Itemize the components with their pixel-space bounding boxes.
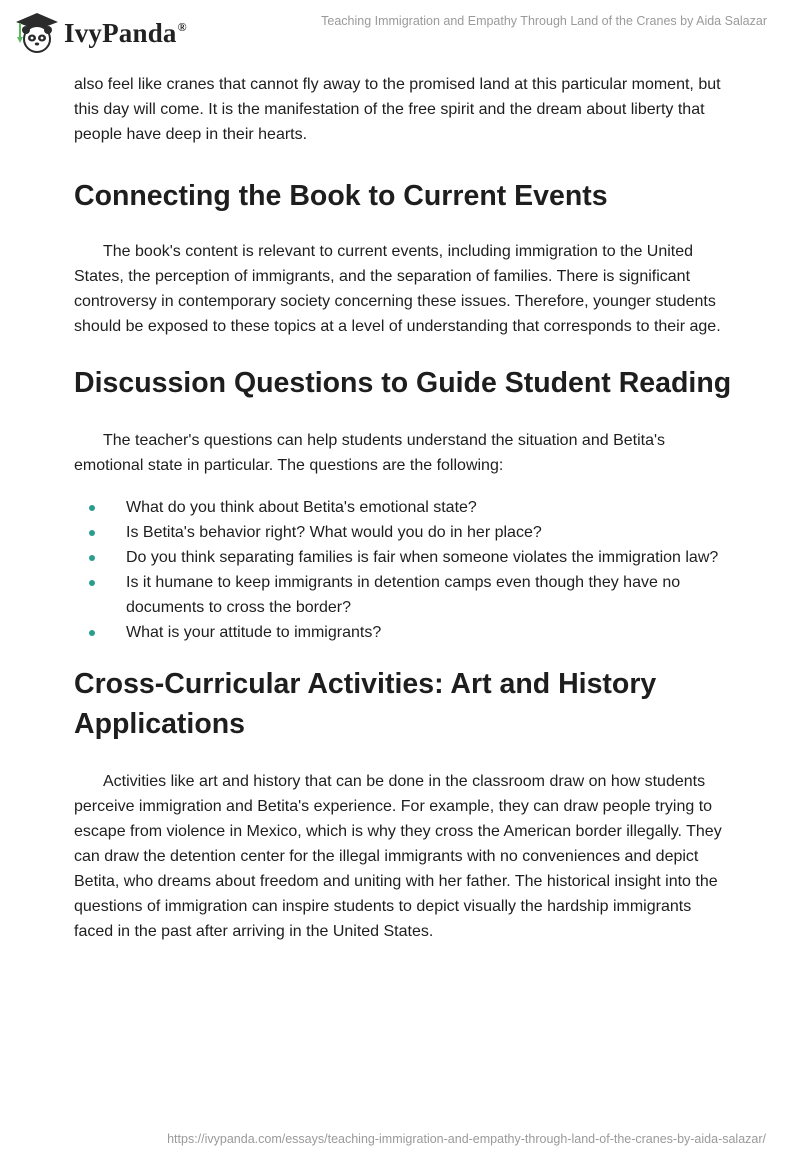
section-paragraph: The book's content is relevant to current events, including immigration to the United States, the perception of immigrants, and the separation of families. There is significant controversy in contemporary society concerning these issues. Therefore, younger students should be exposed to these topics at a level of understanding that corresponds to their age. (74, 243, 721, 335)
section-paragraph: Activities like art and history that can be done in the classroom draw on how students perceive immigration and Betita's experience. For example, they can draw people trying to escape from violence in Mexico, which is why they cross the American border illegally. They can draw the detention center for the illegal immigrants with no conveniences and depict Betita, who dreams about freedom and uniting with her father. The historical insight into the questions of immigration can inspire students to depict visually the hardship immigrants faced in the past after arriving in the United States. (74, 773, 722, 940)
panda-graduate-icon[interactable] (14, 10, 60, 56)
brand-logo-text[interactable] (64, 18, 187, 49)
bullet-icon (89, 580, 95, 586)
list-item-text: Do you think separating families is fair when someone violates the immigration law? (126, 549, 719, 566)
page-header (0, 0, 800, 64)
bullet-icon (89, 555, 95, 561)
list-item-text: What do you think about Betita's emotional state? (126, 499, 477, 516)
section-paragraph: The teacher's questions can help students understand the situation and Betita's emotional state in particular. The questions are the following: (74, 432, 666, 474)
registered-mark: ® (177, 20, 187, 34)
list-item (74, 520, 734, 545)
list-item (74, 620, 734, 645)
list-item-text: Is Betita's behavior right? What would you do in her place? (126, 524, 542, 541)
discussion-questions-list (74, 495, 734, 645)
brand-name: IvyPanda (64, 18, 177, 48)
document-title: Teaching Immigration and Empathy Through Land of the Cranes by Aida Salazar (321, 14, 767, 28)
list-item-text: Is it humane to keep immigrants in detention camps even though they have no documents to cross the border? (126, 574, 681, 616)
list-item-text: What is your attitude to immigrants? (126, 624, 382, 641)
bullet-icon (89, 630, 95, 636)
bullet-icon (89, 530, 95, 536)
list-item (74, 495, 734, 520)
list-item (74, 545, 734, 570)
section-heading: Connecting the Book to Current Events (74, 180, 608, 212)
list-item (74, 570, 734, 620)
section-heading: Discussion Questions to Guide Student Reading (74, 367, 732, 399)
intro-paragraph: also feel like cranes that cannot fly away to the promised land at this particular moment, but this day will come. It is the manifestation of the free spirit and the dream about liberty that people have deep in their hearts. (74, 76, 721, 143)
bullet-icon (89, 505, 95, 511)
essay-content (74, 70, 734, 944)
section-heading: Cross-Curricular Activities: Art and History Applications (74, 668, 657, 740)
source-url[interactable]: https://ivypanda.com/essays/teaching-immigration-and-empathy-through-land-of-the-cranes-by-aida-salazar/ (167, 1132, 766, 1146)
